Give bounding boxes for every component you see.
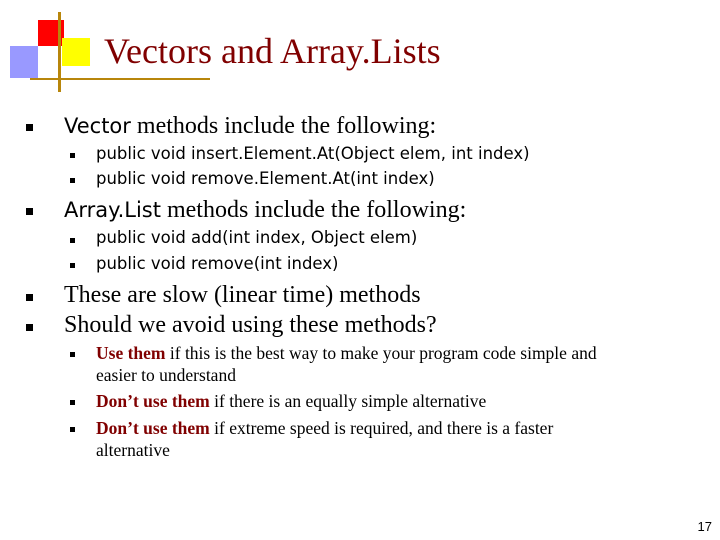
decor-horizontal-line	[30, 78, 210, 80]
vector-method-1: public void insert.Element.At(Object elem, int index)	[96, 144, 530, 163]
sub-use-them	[96, 345, 597, 363]
bullet-icon	[26, 208, 33, 215]
sub-bullet-icon	[70, 352, 75, 357]
bullet-avoid: Should we avoid using these methods?	[64, 312, 437, 338]
bullet-icon	[26, 294, 33, 301]
bullet-vector	[64, 114, 436, 138]
decor-blue-square	[10, 46, 38, 78]
bullet-icon	[26, 324, 33, 331]
sub-use-them-cont: easier to understand	[96, 365, 236, 385]
decor-vertical-line	[58, 12, 61, 92]
slide-title: Vectors and Array.Lists	[104, 31, 441, 71]
sub-bullet-icon	[70, 178, 75, 183]
text-arraylist-rest: methods include the following:	[160, 197, 467, 223]
arraylist-method-1: public void add(int index, Object elem)	[96, 228, 418, 247]
sub-bullet-icon	[70, 263, 75, 268]
bullet-arraylist	[64, 198, 466, 222]
bullet-slow: These are slow (linear time) methods	[64, 282, 421, 308]
sub-bullet-icon	[70, 153, 75, 158]
decor-yellow-square	[62, 38, 90, 66]
vector-method-2: public void remove.Element.At(int index)	[96, 169, 435, 188]
sub-dont-use-1	[96, 393, 486, 411]
emphasis-use-them: Use them	[96, 343, 166, 363]
page-number: 17	[697, 519, 712, 534]
code-arraylist: Array.List	[64, 198, 161, 222]
sub-dont-use-2	[96, 420, 553, 438]
arraylist-method-2: public void remove(int index)	[96, 254, 339, 273]
text-dont-use-2-rest: if extreme speed is required, and there is a faster	[209, 418, 554, 438]
sub-bullet-icon	[70, 427, 75, 432]
emphasis-dont-use-1: Don’t use them	[96, 391, 210, 411]
text-vector-rest: methods include the following:	[130, 113, 437, 139]
bullet-icon	[26, 124, 33, 131]
code-vector: Vector	[64, 114, 131, 138]
emphasis-dont-use-2: Don’t use them	[96, 418, 210, 438]
sub-bullet-icon	[70, 400, 75, 405]
text-use-them-rest: if this is the best way to make your program code simple and	[165, 343, 597, 363]
text-dont-use-1-rest: if there is an equally simple alternative	[209, 391, 487, 411]
sub-bullet-icon	[70, 238, 75, 243]
sub-dont-use-2-cont: alternative	[96, 440, 170, 460]
